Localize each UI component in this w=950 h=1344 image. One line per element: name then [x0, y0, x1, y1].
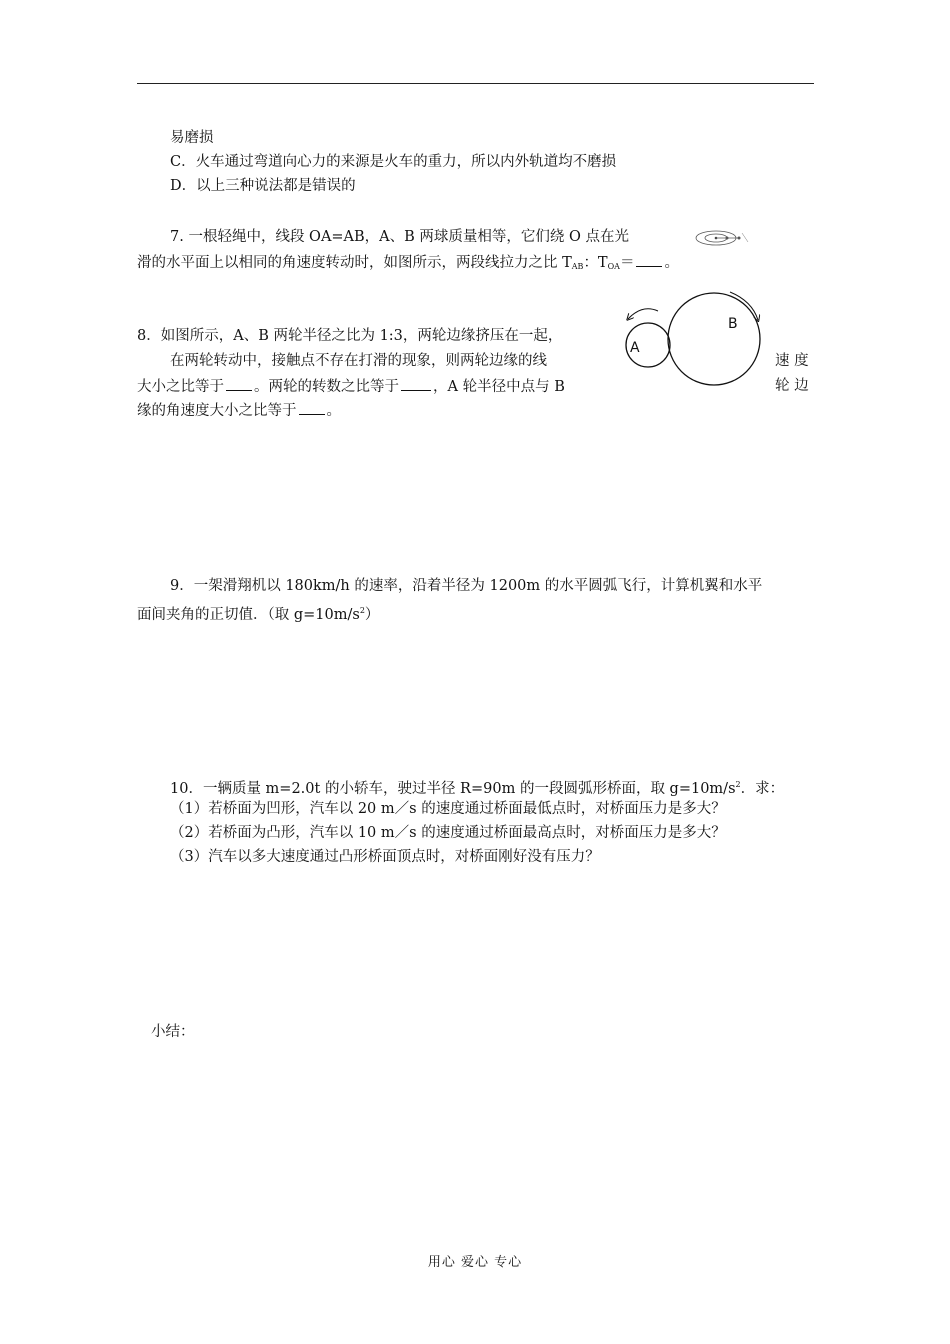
arrow-a-icon	[628, 309, 658, 319]
q9-line-1: 9．一架滑翔机以 180km/h 的速率，沿着半径为 1200m 的水平圆弧飞行，计算机翼和水平	[170, 578, 763, 594]
q10-sup: 2	[735, 780, 741, 789]
q8-blank-speed[interactable]	[226, 376, 252, 391]
q10-line-1	[170, 775, 784, 799]
q8-line-3	[137, 376, 565, 397]
page-footer: 用心 爱心 专心	[427, 1255, 523, 1270]
q8-line-1: 8．如图所示，A、B 两轮半径之比为 1:3，两轮边缘挤压在一起，	[137, 328, 563, 344]
q9-text-a: 面间夹角的正切值．（取 g=10m/s	[137, 607, 360, 623]
q7-text: 滑的水平面上以相同的角速度转动时，如图所示，两段线拉力之比 T	[137, 255, 572, 271]
q6-option-d: D．以上三种说法都是错误的	[170, 178, 356, 194]
q7-orbit-figure	[696, 229, 756, 249]
q6-option-c: C．火车通过弯道向心力的来源是火车的重力，所以内外轨道均不磨损	[170, 154, 617, 170]
header-rule	[137, 83, 814, 84]
q7-sub-oa: OA	[607, 262, 620, 271]
q8-line-4	[137, 400, 341, 421]
q9-sup: 2	[359, 606, 365, 615]
q8-line-3-right: 轮 边	[775, 378, 809, 394]
q7-line-2	[137, 252, 679, 277]
q10-part-1: （1）若桥面为凹形，汽车以 20 m／s 的速度通过桥面最低点时，对桥面压力是多大？	[170, 801, 726, 817]
q8-line-2: 在两轮转动中，接触点不存在打滑的现象，则两轮边缘的线	[170, 353, 547, 369]
q8-text-a: 大小之比等于	[137, 379, 224, 395]
q7-end: 。	[664, 255, 679, 271]
q8-text-e: 。	[326, 403, 341, 419]
q8-text-b: 。两轮的转数之比等于	[254, 379, 399, 395]
q10-part-3: （3）汽车以多大速度通过凸形桥面顶点时，对桥面刚好没有压力？	[170, 849, 600, 865]
q8-blank-revolutions[interactable]	[401, 376, 431, 391]
q8-blank-angular[interactable]	[299, 400, 325, 415]
label-a: A	[630, 340, 640, 356]
q7-sub-ab: AB	[571, 262, 584, 271]
q7-colon: ：T	[583, 255, 608, 271]
q6-continuation: 易磨损	[170, 130, 214, 146]
q10-text-a: 10．一辆质量 m=2.0t 的小轿车，驶过半径 R=90m 的一段圆弧形桥面，取 g=10m/s	[170, 781, 736, 797]
label-b: B	[728, 316, 738, 332]
q10-text-b: ．求：	[740, 781, 785, 797]
q8-text-d: 缘的角速度大小之比等于	[137, 403, 297, 419]
wheel-b	[668, 293, 760, 385]
q7-eq: ＝	[619, 255, 635, 271]
q8-line-2-right: 速 度	[775, 353, 809, 369]
q9-line-2	[137, 601, 379, 625]
q7-answer-blank[interactable]	[636, 252, 662, 267]
q7-line-1: 7. 一根轻绳中，线段 OA=AB，A、B 两球质量相等，它们绕 O 点在光	[170, 229, 630, 245]
q9-text-b: ）	[364, 607, 380, 623]
summary-label: 小结：	[151, 1024, 195, 1040]
q8-wheel-figure	[622, 288, 772, 388]
q8-text-c: ，A 轮半径中点与 B	[433, 379, 565, 395]
q10-part-2: （2）若桥面为凸形，汽车以 10 m／s 的速度通过桥面最高点时，对桥面压力是多大？	[170, 825, 726, 841]
